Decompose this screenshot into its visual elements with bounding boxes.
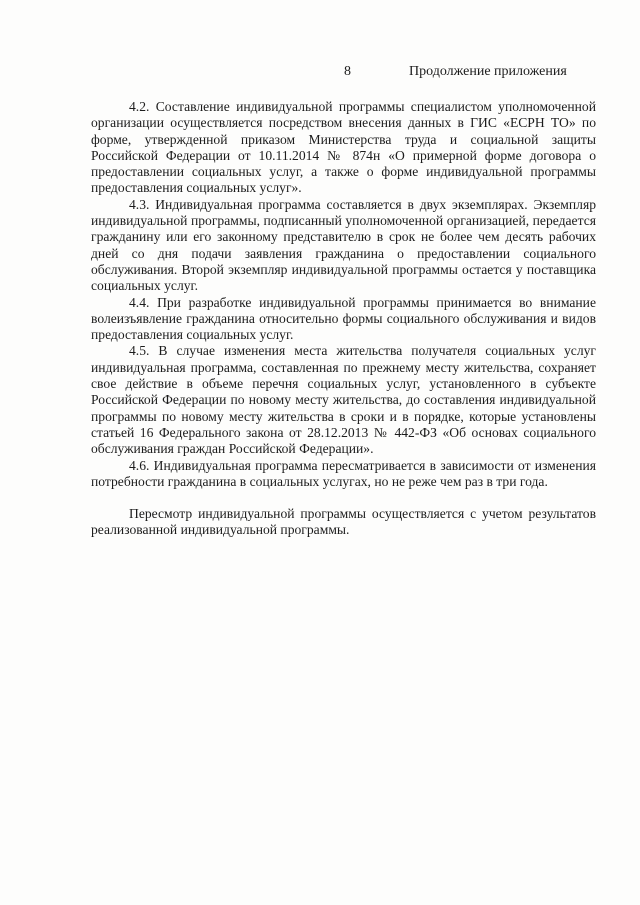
- document-body: [91, 99, 596, 539]
- paragraph-4-2: 4.2. Составление индивидуальной программы специалистом уполномоченной организации осуществляется посредством внесения данных в ГИС «ЕСРН ТО» по форме, утвержденной приказом Министерства труда и социальной защиты Российской Федерации от 10.11.2014 № 874н «О примерной форме договора о предоставлении социальных услуг, а также о форме индивидуальной программы предоставления социальных услуг».: [91, 99, 596, 196]
- paragraph-4-3: 4.3. Индивидуальная программа составляется в двух экземплярах. Экземпляр индивидуальной программы, подписанный уполномоченной организацией, передается гражданину или его законному представителю в срок не более чем десять рабочих дней со дня подачи заявления гражданина о предоставлении социального обслуживания. Второй экземпляр индивидуальной программы остается у поставщика социальных услуг.: [91, 196, 596, 294]
- page-header: [0, 64, 640, 86]
- paragraph-review: Пересмотр индивидуальной программы осуществляется с учетом результатов реализованной индивидуальной программы.: [91, 506, 596, 538]
- continuation-label: Продолжение приложения: [409, 64, 567, 79]
- paragraph-4-6: 4.6. Индивидуальная программа пересматривается в зависимости от изменения потребности гражданина в социальных услугах, но не реже чем раз в три года.: [91, 457, 596, 489]
- paragraph-4-5: 4.5. В случае изменения места жительства получателя социальных услуг индивидуальная программа, составленная по прежнему месту жительства, сохраняет свое действие в объеме перечня социальных услуг, установленного в субъекте Российской Федерации по новому месту жительства, до составления индивидуальной программы по новому месту жительства в сроки и в порядке, которые установлены статьей 16 Федерального закона от 28.12.2013 № 442-ФЗ «Об основах социального обслуживания граждан Российской Федерации».: [91, 343, 596, 457]
- page-number: 8: [344, 64, 351, 79]
- paragraph-4-4: 4.4. При разработке индивидуальной программы принимается во внимание волеизъявление гражданина относительно формы социального обслуживания и видов предоставления социальных услуг.: [91, 294, 596, 343]
